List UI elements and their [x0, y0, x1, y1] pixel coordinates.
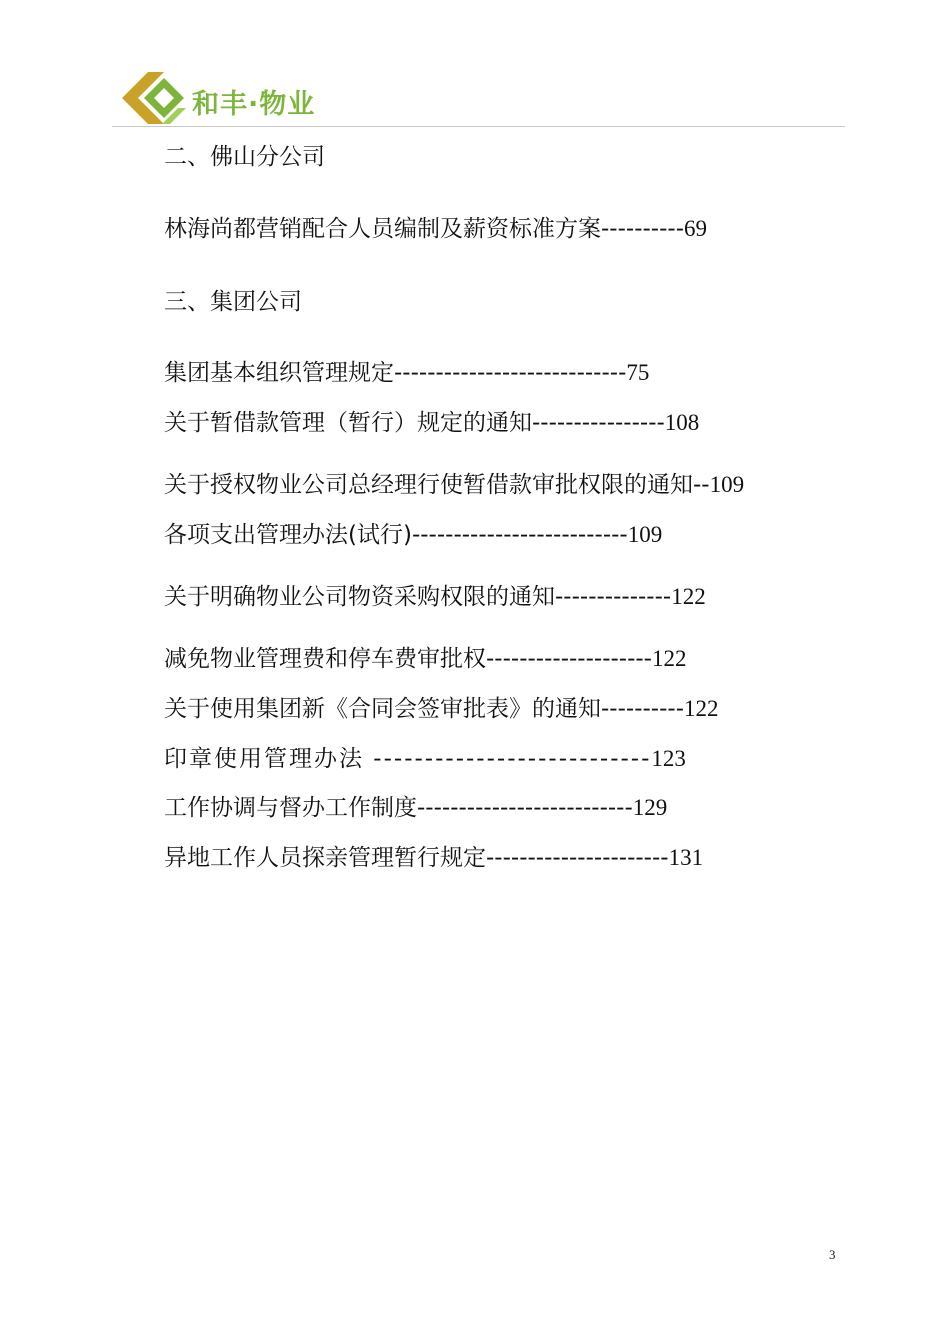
toc-entry-title: 关于使用集团新《合同会签审批表》的通知----------: [164, 696, 684, 722]
company-logo-icon: [118, 68, 190, 128]
toc-entry-title: 集团基本组织管理规定----------------------------: [164, 360, 627, 386]
toc-entry-title: 关于暂借款管理（暂行）规定的通知----------------: [164, 410, 665, 436]
toc-entry: [164, 471, 744, 499]
toc-entry-page: 109: [627, 522, 663, 547]
toc-entry: [164, 215, 707, 243]
toc-section-heading: [164, 288, 302, 316]
toc-entry-page: 131: [668, 845, 704, 870]
toc-entry: [164, 359, 649, 387]
toc-entry-title: 异地工作人员探亲管理暂行规定----------------------: [164, 845, 669, 871]
toc-entry-title: 关于授权物业公司总经理行使暂借款审批权限的通知--: [164, 472, 710, 498]
toc-entry-title: 三、集团公司: [164, 289, 302, 315]
page-number: 3: [829, 1247, 836, 1262]
toc-entry-title: 二、佛山分公司: [164, 144, 325, 170]
toc-entry: [164, 521, 662, 549]
toc-entry-page: 75: [626, 360, 650, 385]
toc-entry-page: 69: [684, 216, 707, 241]
toc-entry-page: 122: [652, 646, 687, 671]
toc-entry: [164, 745, 686, 773]
toc-entry-title: 工作协调与督办工作制度--------------------------: [164, 795, 633, 821]
toc-entry-page: 109: [709, 472, 745, 497]
toc-entry: [164, 645, 687, 673]
toc-entry: [164, 695, 719, 723]
toc-entry: [164, 794, 667, 822]
toc-entry-page: 108: [664, 410, 700, 435]
toc-entry: [164, 409, 699, 437]
toc-entry-title: 各项支出管理办法(试行)--------------------------: [164, 522, 628, 548]
page-header: [0, 0, 950, 130]
toc-entry-page: 129: [632, 795, 668, 820]
toc-section-heading: [164, 143, 325, 171]
toc-entry-page: 122: [671, 584, 706, 609]
toc-entry-title: 关于明确物业公司物资采购权限的通知--------------: [164, 584, 672, 610]
toc-entry: [164, 583, 706, 611]
toc-entry-page: 123: [651, 746, 686, 771]
toc-entry-title: 印章使用管理办法 ---------------------------: [164, 746, 652, 772]
company-logo-text: 和丰·物业: [192, 89, 316, 120]
toc-entry-title: 林海尚都营销配合人员编制及薪资标准方案----------: [164, 216, 684, 242]
toc-entry-page: 122: [684, 696, 719, 721]
toc-entry: [164, 844, 703, 872]
toc-entry-title: 减免物业管理费和停车费审批权--------------------: [164, 646, 652, 672]
header-divider: [112, 126, 845, 127]
